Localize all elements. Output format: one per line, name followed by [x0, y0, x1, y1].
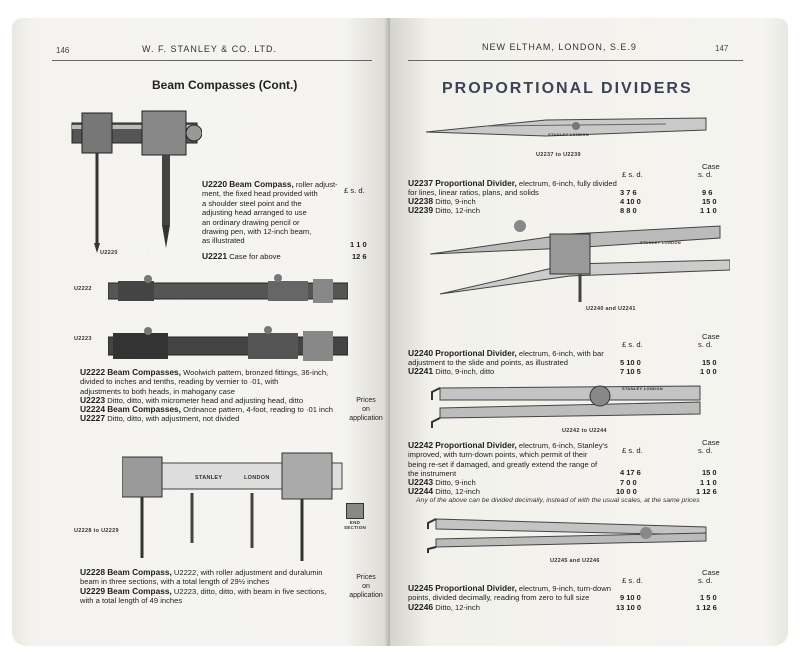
item-u2221: U2221 Case for above: [202, 251, 281, 261]
item-u2227: U2227 Ditto, ditto, with adjustment, not divided: [80, 413, 240, 423]
page-number-left: 146: [56, 46, 70, 55]
divider-label-3: STANLEY LONDON: [622, 386, 663, 391]
case-u2245: 1 5 0: [700, 593, 717, 602]
code-u2220: U2220: [202, 179, 228, 189]
case-u2239: 1 1 0: [700, 206, 717, 215]
item-u2246: U2246 Ditto, 12-inch: [408, 602, 480, 612]
end-section-icon: [346, 503, 364, 519]
item-u2220: U2220 Beam Compass, roller adjust- ment, the fixed head provided with a shoulder steel point and the adjusting head arranged to use an ordinary drawing pencil or drawing pen, with 12-inch beam, as illustrated: [202, 179, 338, 246]
proportional-divider-illustration-1: [426, 110, 716, 146]
divider-label-2: STANLEY LONDON: [640, 240, 681, 245]
section-title: Beam Compasses (Cont.): [152, 78, 298, 92]
caption-u2222: U2222: [74, 286, 92, 292]
page-header-right: NEW ELTHAM, LONDON, S.E.9: [482, 42, 637, 52]
page-header-left: W. F. STANLEY & CO. LTD.: [142, 44, 278, 54]
proportional-divider-illustration-3: [430, 378, 720, 428]
label-london: LONDON: [244, 475, 270, 481]
case-header-3: Case: [702, 438, 720, 447]
currency-header-left: £ s. d.: [344, 186, 365, 195]
price-u2221: 12 6: [352, 252, 367, 261]
decimal-note: Any of the above can be divided decimally, instead of with the usual scales, at the same prices: [416, 497, 700, 504]
caption-end-section: END SECTION: [343, 520, 367, 530]
price-u2239: 8 8 0: [620, 206, 637, 215]
section-title-right: PROPORTIONAL DIVIDERS: [442, 80, 693, 97]
proportional-divider-illustration-2: [430, 214, 730, 304]
currency-header-1: £ s. d.: [622, 170, 643, 179]
price-u2243: 7 0 0: [620, 478, 637, 487]
item-u2241: U2241 Ditto, 9-inch, ditto: [408, 366, 495, 376]
item-u2244: U2244 Ditto, 12-inch: [408, 486, 480, 496]
caption-d: U2245 and U2246: [550, 558, 600, 564]
item-u2237: U2237 Proportional Divider, electrum, 6-inch, fully divided for lines, linear ratios, plans, and solids: [408, 178, 617, 198]
beam-bar-u2223: [108, 323, 348, 363]
prices-on-application-1: Prices on application: [349, 397, 383, 422]
price-u2220: 1 1 0: [350, 240, 367, 249]
left-page: [12, 18, 390, 646]
price-u2240: 5 10 0: [620, 358, 641, 367]
item-u2239: U2239 Ditto, 12-inch: [408, 205, 480, 215]
case-header-4: Case: [702, 568, 720, 577]
case-u2237: 9 6: [702, 188, 713, 197]
case-u2240: 15 0: [702, 358, 717, 367]
currency-header-2: £ s. d.: [622, 340, 643, 349]
item-u2224: U2224 Beam Compasses, Ordnance pattern, 4-foot, reading to ·01 inch: [80, 404, 333, 414]
caption-c: U2242 to U2244: [562, 428, 607, 434]
beam-bar-u2222: [108, 273, 348, 305]
item-u2222: U2222 Beam Compasses, Woolwich pattern, bronzed fittings, 36-inch, divided to inches and tenths, reading by vernier to ·01, with adjustments to both heads, in mahogany case: [80, 367, 329, 396]
beam-compass-illustration: [62, 103, 202, 253]
beam-compass-sections-illustration: [122, 443, 352, 568]
caption-u2228: U2228 to U2229: [74, 528, 119, 534]
case-u2243: 1 1 0: [700, 478, 717, 487]
name-u2220: Beam Compass,: [229, 179, 294, 189]
currency-header-4: £ s. d.: [622, 576, 643, 585]
item-u2223: U2223 Ditto, ditto, with micrometer head and adjusting head, ditto: [80, 395, 304, 405]
caption-u2220: U2220: [100, 250, 118, 256]
divider-label-1: STANLEY LONDON: [548, 132, 589, 137]
prices-on-application-2: Prices on application: [349, 574, 383, 599]
case-u2241: 1 0 0: [700, 367, 717, 376]
case-u2244: 1 12 6: [696, 487, 717, 496]
price-u2246: 13 10 0: [616, 603, 642, 612]
label-stanley: STANLEY: [195, 475, 223, 481]
case-u2242: 15 0: [702, 468, 717, 477]
caption-b: U2240 and U2241: [586, 306, 636, 312]
item-u2240: U2240 Proportional Divider, electrum, 6-inch, with bar adjustment to the slide and points, as illustrated: [408, 348, 604, 368]
item-u2238: U2238 Ditto, 9-inch: [408, 196, 476, 206]
item-u2245: U2245 Proportional Divider, electrum, 9-inch, turn-down points, divided decimally, reading from zero to full size: [408, 583, 611, 603]
currency-case-header-1: s. d.: [698, 170, 713, 179]
case-header-1: Case: [702, 162, 720, 171]
price-u2245: 9 10 0: [620, 593, 641, 602]
price-u2237: 3 7 6: [620, 188, 637, 197]
item-u2243: U2243 Ditto, 9-inch: [408, 477, 476, 487]
price-u2244: 10 0 0: [616, 487, 637, 496]
page-number-right: 147: [715, 44, 729, 53]
price-u2241: 7 10 5: [620, 367, 641, 376]
item-u2242: U2242 Proportional Divider, electrum, 6-inch, Stanley's improved, with turn-down points, which permit of their being re-set if damaged, and greatly extend the range of the instrument: [408, 440, 608, 479]
right-page: [390, 18, 788, 646]
item-u2229: U2229 Beam Compass, U2223, ditto, ditto, with beam in five sections, with a total length of 49 inches: [80, 586, 327, 606]
caption-u2223: U2223: [74, 336, 92, 342]
caption-a: U2237 to U2239: [536, 152, 581, 158]
currency-header-3: £ s. d.: [622, 446, 643, 455]
case-u2246: 1 12 6: [696, 603, 717, 612]
proportional-divider-illustration-4: [426, 513, 726, 553]
item-u2228: U2228 Beam Compass, U2222, with roller adjustment and duralumin beam in three sections, with a total length of 29½ inches: [80, 567, 323, 587]
case-header-2: Case: [702, 332, 720, 341]
case-u2238: 15 0: [702, 197, 717, 206]
price-u2242: 4 17 6: [620, 468, 641, 477]
currency-case-header-2: s. d.: [698, 340, 713, 349]
currency-case-header-4: s. d.: [698, 576, 713, 585]
price-u2238: 4 10 0: [620, 197, 641, 206]
currency-case-header-3: s. d.: [698, 446, 713, 455]
